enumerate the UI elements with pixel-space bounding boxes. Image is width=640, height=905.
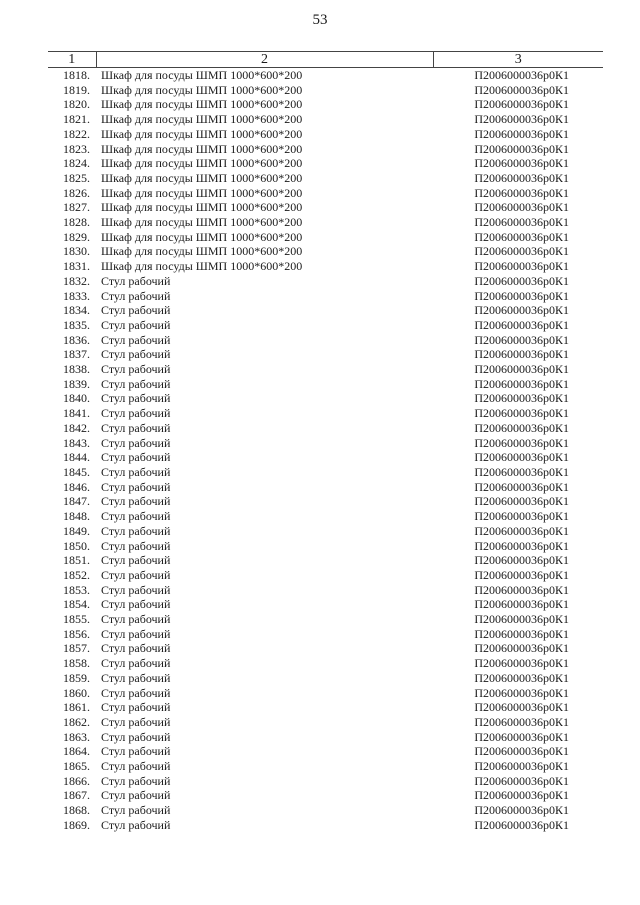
- table-row: [48, 568, 603, 583]
- row-number: 1858.: [63, 656, 90, 671]
- item-name: Шкаф для посуды ШМП 1000*600*200: [101, 229, 303, 244]
- item-name: Стул рабочий: [101, 509, 171, 524]
- item-code: П2006000036р0К1: [474, 744, 569, 759]
- row-number: 1861.: [63, 700, 90, 715]
- item-name: Шкаф для посуды ШМП 1000*600*200: [101, 185, 303, 200]
- item-name: Шкаф для посуды ШМП 1000*600*200: [101, 200, 303, 215]
- table-row: [48, 597, 603, 612]
- item-name: Стул рабочий: [101, 582, 171, 597]
- table-row: [48, 127, 603, 142]
- table-row: [48, 465, 603, 480]
- row-number: 1844.: [63, 450, 90, 465]
- item-name: Стул рабочий: [101, 538, 171, 553]
- row-number: 1846.: [63, 479, 90, 494]
- table-row: [48, 818, 603, 833]
- item-name: Стул рабочий: [101, 553, 171, 568]
- row-number: 1822.: [63, 126, 90, 141]
- table-row: [48, 539, 603, 554]
- table-row: [48, 230, 603, 245]
- item-name: Шкаф для посуды ШМП 1000*600*200: [101, 244, 303, 259]
- item-code: П2006000036р0К1: [474, 244, 569, 259]
- item-code: П2006000036р0К1: [474, 450, 569, 465]
- row-number: 1857.: [63, 641, 90, 656]
- item-code: П2006000036р0К1: [474, 141, 569, 156]
- inventory-table: [48, 51, 603, 833]
- table-row: [48, 774, 603, 789]
- item-code: П2006000036р0К1: [474, 700, 569, 715]
- table-row: [48, 700, 603, 715]
- table-row: [48, 289, 603, 304]
- item-name: Стул рабочий: [101, 641, 171, 656]
- row-number: 1818.: [63, 68, 90, 82]
- item-code: П2006000036р0К1: [474, 273, 569, 288]
- row-number: 1859.: [63, 670, 90, 685]
- item-code: П2006000036р0К1: [474, 303, 569, 318]
- row-number: 1842.: [63, 420, 90, 435]
- row-number: 1833.: [63, 288, 90, 303]
- item-name: Шкаф для посуды ШМП 1000*600*200: [101, 68, 303, 82]
- table-row: [48, 583, 603, 598]
- row-number: 1835.: [63, 317, 90, 332]
- item-code: П2006000036р0К1: [474, 229, 569, 244]
- row-number: 1824.: [63, 156, 90, 171]
- item-name: Стул рабочий: [101, 450, 171, 465]
- table-body: [48, 68, 603, 833]
- item-code: П2006000036р0К1: [474, 714, 569, 729]
- table-row: [48, 436, 603, 451]
- table-row: [48, 788, 603, 803]
- table-row: [48, 450, 603, 465]
- item-code: П2006000036р0К1: [474, 612, 569, 627]
- row-number: 1832.: [63, 273, 90, 288]
- item-code: П2006000036р0К1: [474, 759, 569, 774]
- table-row: [48, 656, 603, 671]
- row-number: 1865.: [63, 759, 90, 774]
- table-row: [48, 318, 603, 333]
- item-code: П2006000036р0К1: [474, 582, 569, 597]
- item-name: Стул рабочий: [101, 567, 171, 582]
- item-code: П2006000036р0К1: [474, 185, 569, 200]
- item-name: Стул рабочий: [101, 729, 171, 744]
- item-code: П2006000036р0К1: [474, 670, 569, 685]
- item-name: Стул рабочий: [101, 362, 171, 377]
- item-name: Шкаф для посуды ШМП 1000*600*200: [101, 97, 303, 112]
- table-row: [48, 730, 603, 745]
- table-row: [48, 406, 603, 421]
- table-row: [48, 509, 603, 524]
- item-name: Стул рабочий: [101, 597, 171, 612]
- row-number: 1826.: [63, 185, 90, 200]
- item-name: Шкаф для посуды ШМП 1000*600*200: [101, 112, 303, 127]
- row-number: 1855.: [63, 612, 90, 627]
- table-row: [48, 68, 603, 83]
- table-row: [48, 112, 603, 127]
- table-row: [48, 200, 603, 215]
- table-row: [48, 553, 603, 568]
- item-code: П2006000036р0К1: [474, 803, 569, 818]
- row-number: 1820.: [63, 97, 90, 112]
- table-row: [48, 186, 603, 201]
- item-name: Стул рабочий: [101, 773, 171, 788]
- row-number: 1847.: [63, 494, 90, 509]
- item-code: П2006000036р0К1: [474, 420, 569, 435]
- item-code: П2006000036р0К1: [474, 391, 569, 406]
- row-number: 1868.: [63, 803, 90, 818]
- table-row: [48, 156, 603, 171]
- item-code: П2006000036р0К1: [474, 685, 569, 700]
- item-code: П2006000036р0К1: [474, 362, 569, 377]
- item-name: Стул рабочий: [101, 288, 171, 303]
- item-name: Стул рабочий: [101, 317, 171, 332]
- item-name: Стул рабочий: [101, 759, 171, 774]
- table-row: [48, 759, 603, 774]
- row-number: 1838.: [63, 362, 90, 377]
- item-code: П2006000036р0К1: [474, 553, 569, 568]
- item-code: П2006000036р0К1: [474, 317, 569, 332]
- item-code: П2006000036р0К1: [474, 597, 569, 612]
- item-name: Стул рабочий: [101, 435, 171, 450]
- row-number: 1830.: [63, 244, 90, 259]
- item-name: Стул рабочий: [101, 670, 171, 685]
- item-code: П2006000036р0К1: [474, 68, 569, 82]
- row-number: 1825.: [63, 170, 90, 185]
- item-code: П2006000036р0К1: [474, 538, 569, 553]
- row-number: 1845.: [63, 464, 90, 479]
- table-row: [48, 142, 603, 157]
- item-name: Стул рабочий: [101, 612, 171, 627]
- table-row: [48, 274, 603, 289]
- item-code: П2006000036р0К1: [474, 215, 569, 230]
- table-row: [48, 421, 603, 436]
- item-name: Стул рабочий: [101, 494, 171, 509]
- item-name: Стул рабочий: [101, 347, 171, 362]
- header-col-3: 3: [433, 52, 603, 68]
- table-row: [48, 686, 603, 701]
- table-row: [48, 715, 603, 730]
- item-code: П2006000036р0К1: [474, 259, 569, 274]
- item-code: П2006000036р0К1: [474, 332, 569, 347]
- row-number: 1853.: [63, 582, 90, 597]
- item-name: Стул рабочий: [101, 714, 171, 729]
- item-name: Шкаф для посуды ШМП 1000*600*200: [101, 156, 303, 171]
- row-number: 1831.: [63, 259, 90, 274]
- row-number: 1823.: [63, 141, 90, 156]
- table-row: [48, 244, 603, 259]
- table-row: [48, 671, 603, 686]
- item-code: П2006000036р0К1: [474, 82, 569, 97]
- item-name: Стул рабочий: [101, 273, 171, 288]
- item-code: П2006000036р0К1: [474, 435, 569, 450]
- item-name: Шкаф для посуды ШМП 1000*600*200: [101, 170, 303, 185]
- item-code: П2006000036р0К1: [474, 788, 569, 803]
- row-number: 1869.: [63, 817, 90, 832]
- table-row: [48, 480, 603, 495]
- item-code: П2006000036р0К1: [474, 567, 569, 582]
- row-number: 1839.: [63, 376, 90, 391]
- item-code: П2006000036р0К1: [474, 729, 569, 744]
- item-code: П2006000036р0К1: [474, 347, 569, 362]
- item-name: Шкаф для посуды ШМП 1000*600*200: [101, 126, 303, 141]
- item-code: П2006000036р0К1: [474, 112, 569, 127]
- item-name: Стул рабочий: [101, 391, 171, 406]
- table-row: [48, 171, 603, 186]
- item-code: П2006000036р0К1: [474, 97, 569, 112]
- item-name: Стул рабочий: [101, 464, 171, 479]
- item-code: П2006000036р0К1: [474, 494, 569, 509]
- row-number: 1841.: [63, 406, 90, 421]
- row-number: 1854.: [63, 597, 90, 612]
- row-number: 1836.: [63, 332, 90, 347]
- table-row: [48, 524, 603, 539]
- item-name: Стул рабочий: [101, 685, 171, 700]
- item-name: Стул рабочий: [101, 303, 171, 318]
- row-number: 1863.: [63, 729, 90, 744]
- row-number: 1862.: [63, 714, 90, 729]
- item-name: Стул рабочий: [101, 788, 171, 803]
- item-name: Стул рабочий: [101, 817, 171, 832]
- table-row: [48, 612, 603, 627]
- item-name: Стул рабочий: [101, 376, 171, 391]
- item-code: П2006000036р0К1: [474, 200, 569, 215]
- row-number: 1866.: [63, 773, 90, 788]
- table-row: [48, 641, 603, 656]
- table-row: [48, 83, 603, 98]
- row-number: 1852.: [63, 567, 90, 582]
- row-number: 1837.: [63, 347, 90, 362]
- item-name: Стул рабочий: [101, 626, 171, 641]
- table-row: [48, 347, 603, 362]
- item-code: П2006000036р0К1: [474, 464, 569, 479]
- row-number: 1829.: [63, 229, 90, 244]
- table-row: [48, 627, 603, 642]
- table-row: [48, 362, 603, 377]
- item-code: П2006000036р0К1: [474, 288, 569, 303]
- row-number: 1819.: [63, 82, 90, 97]
- item-name: Стул рабочий: [101, 479, 171, 494]
- item-name: Стул рабочий: [101, 744, 171, 759]
- item-code: П2006000036р0К1: [474, 523, 569, 538]
- header-col-1: 1: [48, 52, 96, 68]
- table-row: [48, 377, 603, 392]
- item-code: П2006000036р0К1: [474, 406, 569, 421]
- table-row: [48, 744, 603, 759]
- item-code: П2006000036р0К1: [474, 641, 569, 656]
- row-number: 1860.: [63, 685, 90, 700]
- item-name: Стул рабочий: [101, 656, 171, 671]
- table-row: [48, 303, 603, 318]
- item-name: Шкаф для посуды ШМП 1000*600*200: [101, 259, 303, 274]
- row-number: 1827.: [63, 200, 90, 215]
- row-number: 1850.: [63, 538, 90, 553]
- table-row: [48, 97, 603, 112]
- table-row: [48, 259, 603, 274]
- row-number: 1843.: [63, 435, 90, 450]
- item-code: П2006000036р0К1: [474, 126, 569, 141]
- row-number: 1849.: [63, 523, 90, 538]
- item-code: П2006000036р0К1: [474, 376, 569, 391]
- item-code: П2006000036р0К1: [474, 170, 569, 185]
- table-row: [48, 215, 603, 230]
- page-number: 53: [312, 12, 328, 28]
- item-name: Шкаф для посуды ШМП 1000*600*200: [101, 82, 303, 97]
- row-number: 1864.: [63, 744, 90, 759]
- item-code: П2006000036р0К1: [474, 817, 569, 832]
- item-name: Стул рабочий: [101, 332, 171, 347]
- table-row: [48, 333, 603, 348]
- row-number: 1821.: [63, 112, 90, 127]
- item-name: Стул рабочий: [101, 406, 171, 421]
- item-name: Стул рабочий: [101, 803, 171, 818]
- item-code: П2006000036р0К1: [474, 509, 569, 524]
- row-number: 1856.: [63, 626, 90, 641]
- item-code: П2006000036р0К1: [474, 773, 569, 788]
- header-col-2: 2: [96, 52, 433, 68]
- row-number: 1828.: [63, 215, 90, 230]
- table-row: [48, 803, 603, 818]
- item-code: П2006000036р0К1: [474, 626, 569, 641]
- row-number: 1867.: [63, 788, 90, 803]
- table-row: [48, 391, 603, 406]
- row-number: 1840.: [63, 391, 90, 406]
- row-number: 1851.: [63, 553, 90, 568]
- item-code: П2006000036р0К1: [474, 479, 569, 494]
- item-code: П2006000036р0К1: [474, 156, 569, 171]
- item-name: Стул рабочий: [101, 523, 171, 538]
- row-number: 1848.: [63, 509, 90, 524]
- item-name: Стул рабочий: [101, 700, 171, 715]
- item-name: Стул рабочий: [101, 420, 171, 435]
- item-name: Шкаф для посуды ШМП 1000*600*200: [101, 141, 303, 156]
- row-number: 1834.: [63, 303, 90, 318]
- table-row: [48, 494, 603, 509]
- item-code: П2006000036р0К1: [474, 656, 569, 671]
- header-row: [48, 52, 603, 68]
- item-name: Шкаф для посуды ШМП 1000*600*200: [101, 215, 303, 230]
- table-header: [48, 52, 603, 68]
